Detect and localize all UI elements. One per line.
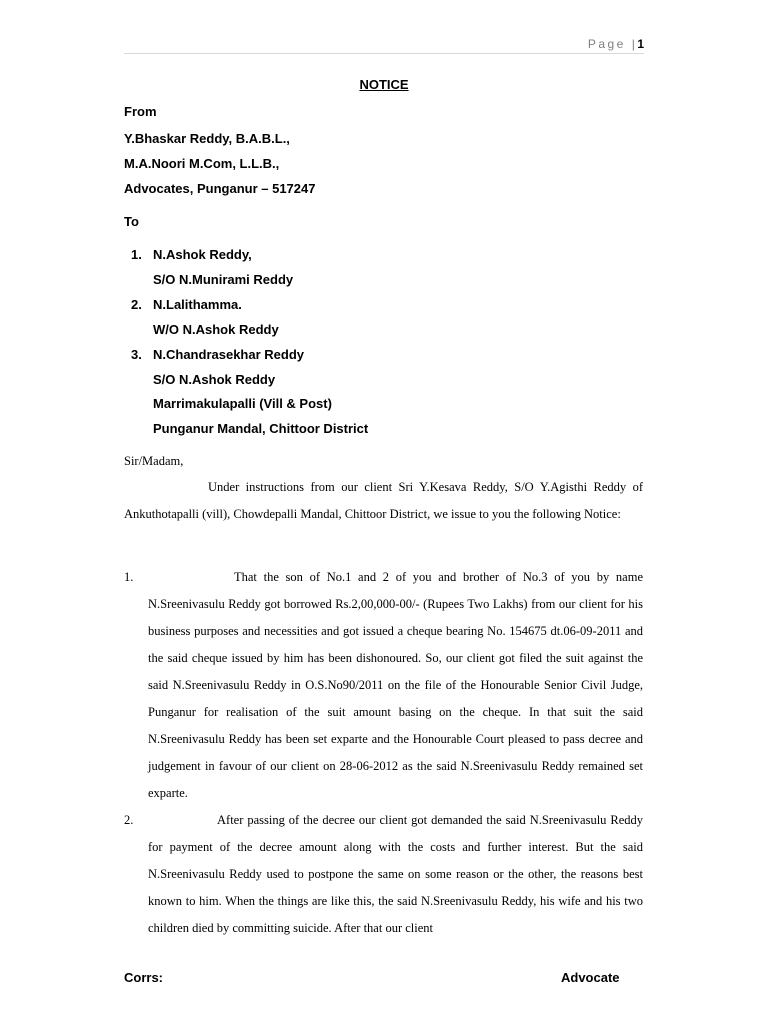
paragraph-1-num: 1.: [124, 570, 134, 584]
recipient-2-name: N.Lalithamma.: [153, 297, 242, 312]
from-label: From: [124, 104, 157, 119]
recipient-2-relation: W/O N.Ashok Reddy: [153, 322, 279, 337]
page-label: Page: [587, 37, 626, 51]
recipient-1-relation: S/O N.Munirami Reddy: [153, 272, 294, 287]
to-label: To: [124, 214, 139, 229]
recipient-3-num: 3.: [131, 347, 142, 362]
salutation: Sir/Madam,: [124, 454, 184, 468]
recipient-1-num: 1.: [131, 247, 142, 262]
address-line-2: Punganur Mandal, Chittoor District: [153, 421, 369, 436]
footer-corrs: Corrs:: [124, 970, 164, 985]
paragraph-2-num: 2.: [124, 813, 134, 827]
paragraph-2: [148, 807, 643, 942]
recipient-3-name: N.Chandrasekhar Reddy: [153, 347, 304, 362]
from-line-2: M.A.Noori M.Com, L.L.B.,: [124, 156, 280, 171]
recipient-2-num: 2.: [131, 297, 142, 312]
from-line-1: Y.Bhaskar Reddy, B.A.B.L.,: [124, 131, 290, 146]
paragraph-1: [148, 564, 643, 807]
intro-paragraph: [124, 474, 643, 528]
intro-text: Under instructions from our client Sri Y.Kesava Reddy, S/O Y.Agisthi Reddy of Ankuthotapalli (vill), Chowdepalli Mandal, Chittoor District, we issue to you the following Notice:: [124, 480, 643, 521]
paragraph-1-text: That the son of No.1 and 2 of you and brother of No.3 of you by name N.Sreenivasulu Reddy got borrowed Rs.2,00,000-00/- (Rupees Two Lakhs) from our client for his business purposes and necessities and got issued a cheque bearing No. 154675 dt.06-09-2011 and the said cheque issued by him has been dishonoured. So, our client got filed the suit against the said N.Sreenivasulu Reddy in O.S.No90/2011 on the file of the Honourable Senior Civil Judge, Punganur for realisation of the suit amount basing on the cheque. In that suit the said N.Sreenivasulu Reddy has been set exparte and the Honourable Court pleased to pass decree and judgement in favour of our client on 28-06-2012 as the said N.Sreenivasulu Reddy remained set exparte.: [148, 570, 643, 800]
page-number: 1: [637, 37, 644, 51]
from-line-3: Advocates, Punganur – 517247: [124, 181, 316, 196]
paragraph-2-text: After passing of the decree our client got demanded the said N.Sreenivasulu Reddy for payment of the decree amount along with the costs and further interest. But the said N.Sreenivasulu Reddy used to postpone the same on some reason or the other, the reasons best known to him. When the things are like this, the said N.Sreenivasulu Reddy, his wife and his two children died by committing suicide. After that our client: [148, 813, 643, 935]
recipient-3-relation: S/O N.Ashok Reddy: [153, 372, 276, 387]
recipient-1-name: N.Ashok Reddy,: [153, 247, 252, 262]
page-header: [124, 37, 644, 54]
page-separator: |: [631, 37, 638, 51]
address-line-1: Marrimakulapalli (Vill & Post): [153, 396, 332, 411]
notice-title: NOTICE: [359, 77, 409, 92]
footer-advocate: Advocate: [561, 970, 620, 985]
